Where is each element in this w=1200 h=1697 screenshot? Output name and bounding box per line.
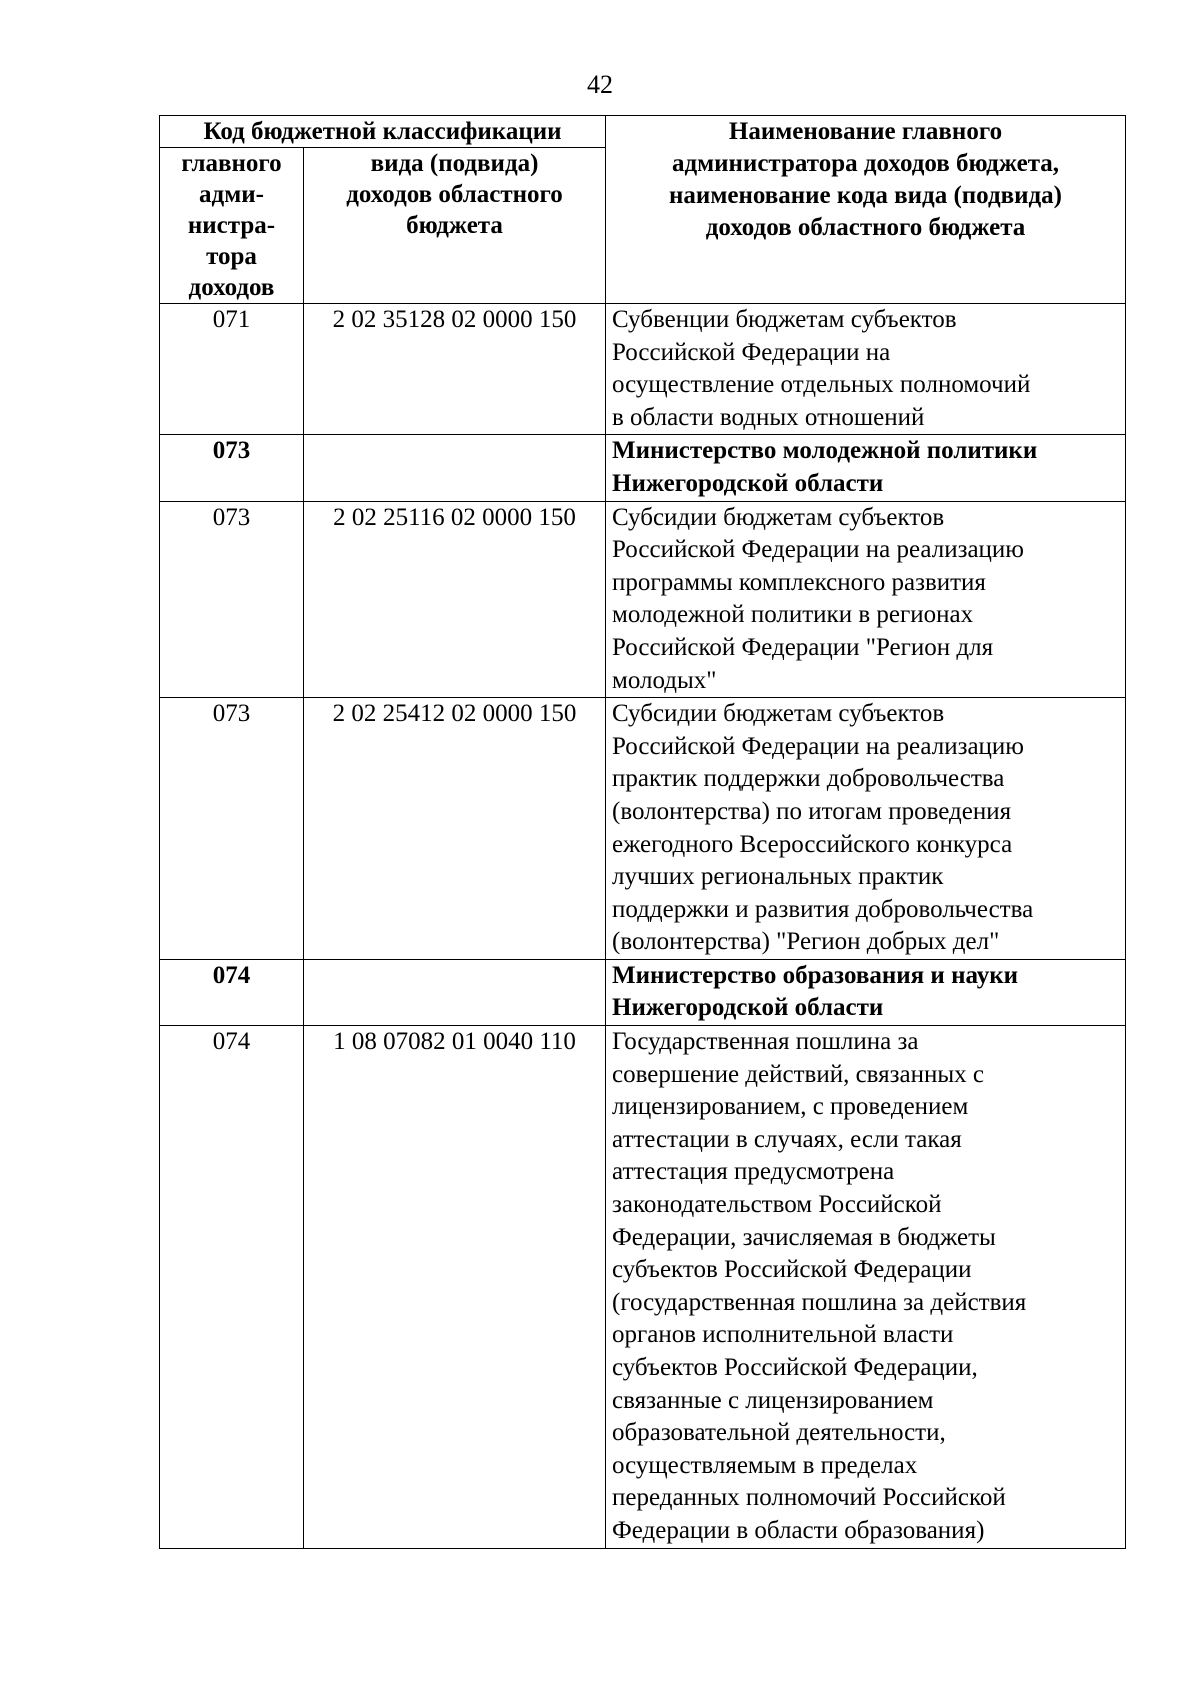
admin-code-cell: 073 bbox=[160, 435, 304, 501]
budget-classification-table bbox=[159, 115, 1126, 1549]
revenue-code-cell: 2 02 25116 02 0000 150 bbox=[304, 501, 606, 698]
name-cell: Субвенции бюджетам субъектов Российской Федерации на осуществление отдельных полномочий в области водных отношений bbox=[606, 304, 1126, 435]
name-cell: Министерство образования и науки Нижегородской области bbox=[606, 959, 1126, 1025]
name-cell: Государственная пошлина за совершение действий, связанных с лицензированием, с проведением аттестации в случаях, если такая аттестация предусмотрена законодательством Российской Федерации, зачисляемая в бюджеты субъектов Российской Федерации (государственная пошлина за действия органов исполнительной власти субъектов Российской Федерации, связанные с лицензированием образовательной деятельности, осуществляемым в пределах переданных полномочий Российской Федерации в области образования) bbox=[606, 1026, 1126, 1549]
header-admin-column: главного адми- нистра- тора доходов bbox=[160, 148, 304, 304]
revenue-code-cell: 1 08 07082 01 0040 110 bbox=[304, 1026, 606, 1549]
admin-code-cell: 073 bbox=[160, 501, 304, 698]
table-header bbox=[160, 116, 1126, 304]
table-row bbox=[160, 698, 1126, 960]
table-row bbox=[160, 501, 1126, 698]
table-row bbox=[160, 435, 1126, 501]
name-cell: Министерство молодежной политики Нижегородской области bbox=[606, 435, 1126, 501]
table-row bbox=[160, 959, 1126, 1025]
header-code-column: вида (подвида) доходов областного бюджета bbox=[304, 148, 606, 304]
admin-code-cell: 074 bbox=[160, 959, 304, 1025]
admin-code-cell: 073 bbox=[160, 698, 304, 960]
header-name-column: Наименование главного администратора доходов бюджета, наименование кода вида (подвида) доходов областного бюджета bbox=[606, 116, 1126, 304]
name-cell: Субсидии бюджетам субъектов Российской Федерации на реализацию программы комплексного развития молодежной политики в регионах Российской Федерации "Регион для молодых" bbox=[606, 501, 1126, 698]
revenue-code-cell bbox=[304, 435, 606, 501]
admin-code-cell: 074 bbox=[160, 1026, 304, 1549]
revenue-code-cell: 2 02 25412 02 0000 150 bbox=[304, 698, 606, 960]
table-row bbox=[160, 1026, 1126, 1549]
table-row bbox=[160, 304, 1126, 435]
name-cell: Субсидии бюджетам субъектов Российской Федерации на реализацию практик поддержки добровольчества (волонтерства) по итогам проведения ежегодного Всероссийского конкурса лучших региональных практик поддержки и развития добровольчества (волонтерства) "Регион добрых дел" bbox=[606, 698, 1126, 960]
header-group-title: Код бюджетной классификации bbox=[160, 116, 606, 148]
table-body bbox=[160, 304, 1126, 1549]
page-number: 42 bbox=[587, 70, 613, 99]
admin-code-cell: 071 bbox=[160, 304, 304, 435]
revenue-code-cell: 2 02 35128 02 0000 150 bbox=[304, 304, 606, 435]
revenue-code-cell bbox=[304, 959, 606, 1025]
